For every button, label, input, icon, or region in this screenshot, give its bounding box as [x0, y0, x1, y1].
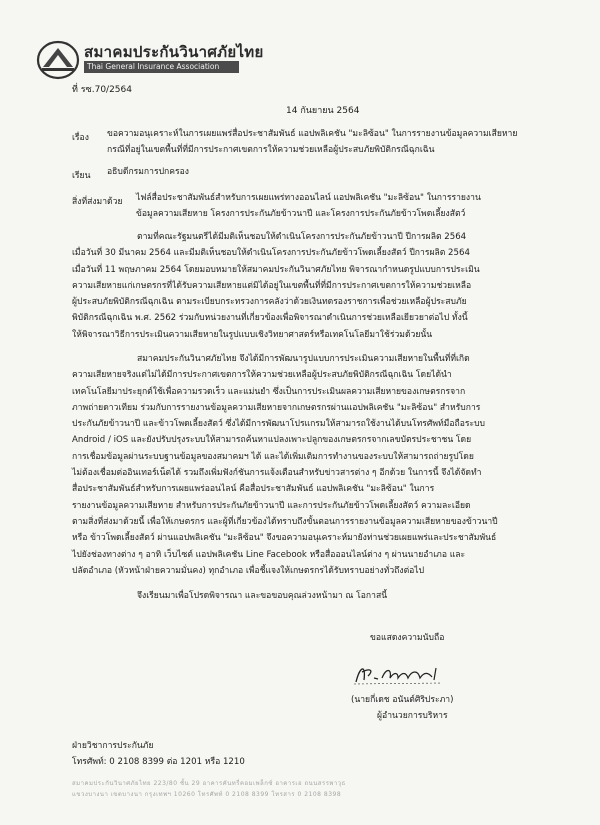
paragraph-line: หรือ ข้าวโพดเลี้ยงสัตว์ ผ่านแอปพลิเคชัน "มะลิซ้อน" จึงขอความอนุเคราะห์มายังท่านช่วยเผยแพร่และประชาสัมพันธ์ — [72, 533, 497, 544]
paragraph-line: ความเสียหายแก่เกษตรกรที่ได้รับความเสียหายแต่มิได้อยู่ในเขตพื้นที่ที่มีการประกาศเขตการให้ความช่วยเหลือ — [72, 280, 472, 291]
signatory-name: (นายกี่เดช อนันต์ศิริประภา) — [351, 695, 454, 705]
letter-date: 14 กันยายน 2564 — [286, 106, 360, 116]
attachment-line: ข้อมูลความเสียหาย โครงการประกันภัยข้าวนาปี และโครงการประกันภัยข้าวโพดเลี้ยงสัตว์ — [136, 209, 466, 219]
body-paragraph-1 — [72, 229, 550, 343]
paragraph-line: ตามสิ่งที่ส่งมาด้วยนี้ เพื่อให้เกษตรกร และผู้ที่เกี่ยวข้องได้ทราบถึงขั้นตอนการรายงานข้อมูลความเสียหายของข้าวนาปี — [72, 516, 498, 527]
body-paragraph-2 — [72, 351, 550, 579]
paragraph-line: เทคโนโลยีมาประยุกต์ใช้เพื่อความรวดเร็ว และแม่นยำ ซึ่งเป็นการประเมินผลความเสียหายของเกษตรกรจาก — [72, 386, 466, 397]
paragraph-line: ภาพถ่ายดาวเทียม ร่วมกับการรายงานข้อมูลความเสียหายจากเกษตรกรผ่านแอปพลิเคชัน "มะลิซ้อน" สำหรับการ — [72, 402, 481, 413]
paragraph-line: ผู้ประสบภัยพิบัติกรณีฉุกเฉิน ตามระเบียบกระทรวงการคลังว่าด้วยเงินทดรองราชการเพื่อช่วยเหลือผู้ประสบภัย — [72, 297, 467, 308]
closing-sentence: จึงเรียนมาเพื่อโปรดพิจารณา และขอขอบคุณล่วงหน้ามา ณ โอกาสนี้ — [137, 591, 388, 601]
paragraph-line: รายงานข้อมูลความเสียหาย สำหรับการประกันภัยข้าวนาปี และการประกันภัยข้าวโพดเลี้ยงสัตว์ ความละเอียด — [72, 500, 471, 511]
paragraph-line: ปลัดอำเภอ (หัวหน้าฝ่ายความมั่นคง) ทุกอำเภอ เพื่อชี้แจงให้เกษตรกรได้รับทราบอย่างทั่วถึงต่อไป — [72, 565, 425, 576]
paragraph-line: ให้พิจารณาวิธีการประเมินความเสียหายในรูปแบบเชิงวิทยาศาสตร์หรือเทคโนโลยีมาใช้ร่วมด้วยนั้น — [72, 329, 433, 340]
paragraph-line: เมื่อวันที่ 30 มีนาคม 2564 และมีมติเห็นชอบให้ดำเนินโครงการประกันภัยข้าวโพดเลี้ยงสัตว์ ปีการผลิต 2564 — [72, 248, 470, 259]
subject-line: กรณีที่อยู่ในเขตพื้นที่ที่มีการประกาศเขตการให้ความช่วยเหลือผู้ประสบภัยพิบัติกรณีฉุกเฉิน — [107, 145, 435, 155]
paragraph-line: สมาคมประกันวินาศภัยไทย จึงได้มีการพัฒนารูปแบบการประเมินความเสียหายในพื้นที่ที่เกิด — [137, 354, 470, 364]
handwritten-signature-icon — [352, 660, 448, 688]
paragraph-line: เมื่อวันที่ 11 พฤษภาคม 2564 โดยมอบหมายให้สมาคมประกันวินาศภัยไทย พิจารณากำหนดรูปแบบการประเมิน — [72, 264, 480, 275]
footer-address-line: สมาคมประกันวินาศภัยไทย 223/80 ชั้น 29 อาคารคันทรี่คอมเพล็กซ์ อาคารเอ ถนนสรรพาวุธ — [72, 780, 346, 787]
paragraph-line: พิบัติกรณีฉุกเฉิน พ.ศ. 2562 ร่วมกับหน่วยงานที่เกี่ยวข้องเพื่อพิจารณาดำเนินการช่วยเหลือเยียวยาต่อไป ทั้งนี้ — [72, 313, 468, 324]
to-label: เรียน — [72, 171, 91, 181]
paragraph-line: Android / iOS และยังปรับปรุงระบบให้สามารถค้นหาแปลงเพาะปลูกของเกษตรกรจากเลขบัตรประชาชน โดย — [72, 435, 472, 446]
paragraph-line: ไปยังช่องทางต่าง ๆ อาทิ เว็บไซต์ แอปพลิเคชัน Line Facebook หรือสื่อออนไลน์ต่าง ๆ ผ่านนายอำเภอ และ — [72, 549, 466, 560]
association-logo-icon — [36, 40, 80, 80]
attachment-label: สิ่งที่ส่งมาด้วย — [72, 197, 123, 207]
org-name-english: Thai General Insurance Association — [84, 61, 239, 73]
attachment-line: ไฟล์สื่อประชาสัมพันธ์สำหรับการเผยแพร่ทางออนไลน์ แอปพลิเคชัน "มะลิซ้อน" ในการรายงาน — [136, 193, 481, 203]
paragraph-line: ประกันภัยข้าวนาปี และข้าวโพดเลี้ยงสัตว์ ซึ่งได้มีการพัฒนาโปรแกรมให้สามารถใช้งานได้บนโทรศัพท์มือถือระบบ — [72, 419, 485, 430]
subject-line: ขอความอนุเคราะห์ในการเผยแพร่สื่อประชาสัมพันธ์ แอปพลิเคชัน "มะลิซ้อน" ในการรายงานข้อมูลความเสียหาย — [107, 129, 518, 139]
regards: ขอแสดงความนับถือ — [370, 633, 445, 643]
org-name-thai: สมาคมประกันวินาศภัยไทย — [84, 43, 264, 61]
recipient: อธิบดีกรมการปกครอง — [107, 167, 189, 177]
signatory-title: ผู้อำนวยการบริหาร — [377, 711, 448, 721]
paragraph-line: ไม่ต้องเชื่อมต่ออินเทอร์เน็ตได้ รวมถึงเพิ่มฟังก์ชันการแจ้งเตือนสำหรับข่าวสารต่าง ๆ อีกด้วย ในการนี้ จึงได้จัดทำ — [72, 468, 482, 479]
footer-department: ฝ่ายวิชาการประกันภัย — [72, 741, 154, 751]
paragraph-line: ความเสียหายจริงแต่ไม่ได้มีการประกาศเขตการให้ความช่วยเหลือผู้ประสบภัยพิบัติกรณีฉุกเฉิน โดยได้นำ — [72, 370, 452, 381]
paragraph-line: สื่อประชาสัมพันธ์สำหรับการเผยแพร่ออนไลน์ คือสื่อประชาสัมพันธ์ แอปพลิเคชัน "มะลิซ้อน" ในการ — [72, 484, 435, 495]
paragraph-line: ตามที่คณะรัฐมนตรีได้มีมติเห็นชอบให้ดำเนินโครงการประกันภัยข้าวนาปี ปีการผลิต 2564 — [137, 232, 467, 242]
footer-phone: โทรศัพท์: 0 2108 8399 ต่อ 1201 หรือ 1210 — [72, 757, 245, 767]
footer-address-line: แขวงบางนา เขตบางนา กรุงเทพฯ 10260 โทรศัพท์ 0 2108 8399 โทรสาร 0 2108 8398 — [72, 791, 342, 798]
subject-label: เรื่อง — [72, 133, 89, 143]
paragraph-line: การเชื่อมข้อมูลผ่านระบบฐานข้อมูลของสมาคมฯ ได้ และได้เพิ่มเติมการทำงานของระบบให้สามารถถ่ายรูปโดย — [72, 451, 474, 462]
reference-number: ที่ รซ.70/2564 — [72, 85, 132, 95]
